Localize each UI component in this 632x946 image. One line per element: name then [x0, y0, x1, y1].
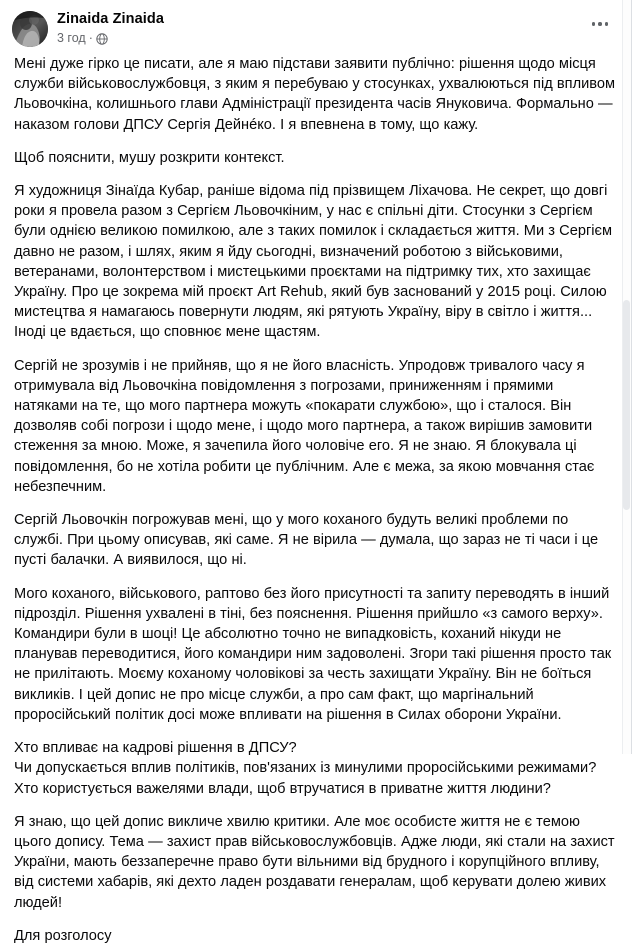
post-paragraph: Сергій не зрозумів і не прийняв, що я не його власність. Упродовж тривалого часу я отримувала від Льовочкіна повідомлення з погрозами, приниженням і прямими натяками на те, що мого партнера можуть «покарати службою», що і сталося. Він дозволяв собі погрози і щодо мене, і щодо мого партнера, а також вирішив замовити стеження за мною. Може, я зачепила його чоловіче его. Я не знаю. Я блокувала ці повідомлення, бо не хотіла робити це публічним. Але є межа, за якою мовчання стає небезпечним. [14, 357, 595, 495]
post-paragraph: Я знаю, що цей допис викличе хвилю критики. Але моє особисте життя не є темою цього допису. Тема — захист прав військовослужбовців. Адже люди, які стали на захист України, мають беззаперечне право бути вільними від брудного і корупційного впливу, від системи хабарів, які дехто ладен роздавати генералам, щоб керувати долею живих людей! [14, 813, 615, 911]
avatar[interactable] [12, 11, 48, 47]
post-paragraph: Мені дуже гірко це писати, але я маю підстави заявити публічно: рішення щодо місця служби військовослужбовця, з яким я перебуваю у стосунках, ухвалюються під впливом Льовочкіна, колишнього глави Адміністрації президента часів Януковича. Формально — наказом голови ДПСУ Сергія Дейнéко. І я впевнена в тому, що кажу. [14, 56, 616, 133]
scrollbar-thumb[interactable] [623, 300, 630, 510]
post-header [0, 0, 631, 52]
post-truncated-line: Для розголосу [14, 927, 112, 944]
scrollbar-track[interactable] [622, 0, 631, 754]
ellipsis-dot [592, 22, 596, 26]
author-name[interactable]: Zinaida Zinaida [57, 11, 165, 27]
post-question: Хто користується важелями влади, щоб втручатися в приватне життя людини? [14, 780, 551, 797]
post-question: Хто впливає на кадрові рішення в ДПСУ? [14, 740, 297, 757]
post-header-text [57, 10, 164, 47]
post-meta [57, 30, 164, 47]
avatar-image [12, 11, 48, 47]
post-paragraph: Сергій Льовочкін погрожував мені, що у мого коханого будуть великі проблеми по службі. При цьому описував, які саме. Я не вірила — думала, що зараз не ті часи і це пусті балачки. А виявилося, що ні. [14, 512, 599, 569]
post-body [0, 54, 631, 946]
post-paragraph: Я художниця Зінаїда Кубар, раніше відома під прізвищем Ліхачова. Не секрет, що довгі роки я провела разом з Сергієм Льовочкіним, у нас є спільні діти. Стосунки з Сергієм були однією великою помилкою, але з таких помилок і складається життя. Ми з Сергієм давно не разом, і шлях, яким я йду сьогодні, визначений роботою з військовими, ветеранами, волонтерством і мистецькими проєктами на підтримку тих, хто захищає Україну. Про це зокрема мій проєкт Art Rehub, який був заснований у 2015 році. Силою мистецтва я намагаюсь повернути людям, які рятують Україну, віру в світло і життя... Іноді це вдається, що сповнює мене щастям. [14, 183, 613, 341]
ellipsis-dot [598, 22, 602, 26]
post-question: Чи допускається вплив політиків, пов'язаних із минулими проросійськими режимами? [14, 760, 597, 777]
ellipsis-icon[interactable] [585, 14, 615, 34]
globe-icon[interactable] [96, 33, 108, 45]
meta-separator: · [88, 31, 93, 45]
ellipsis-dot [605, 22, 609, 26]
post-paragraph: Мого коханого, військового, раптово без його присутності та запиту переводять в інший підрозділ. Рішення ухвалені в тіні, без пояснення. Рішення прийшло «з самого верху». Командири були в шоці! Це абсолютно точно не випадковість, коханий нікуди не планував переводитися, його командири ним задоволені. Згори такі рішення просто так не прилітають. Моєму коханому чоловікові за честь захищати Україну. Він не боїться викликів. І цей допис не про місце служби, а про сам факт, що маргінальний проросійський політик досі може впливати на рішення в Силах оборони України. [14, 585, 612, 723]
post-paragraph: Щоб пояснити, мушу розкрити контекст. [14, 149, 285, 166]
post-timestamp[interactable]: 3 год [57, 31, 86, 45]
